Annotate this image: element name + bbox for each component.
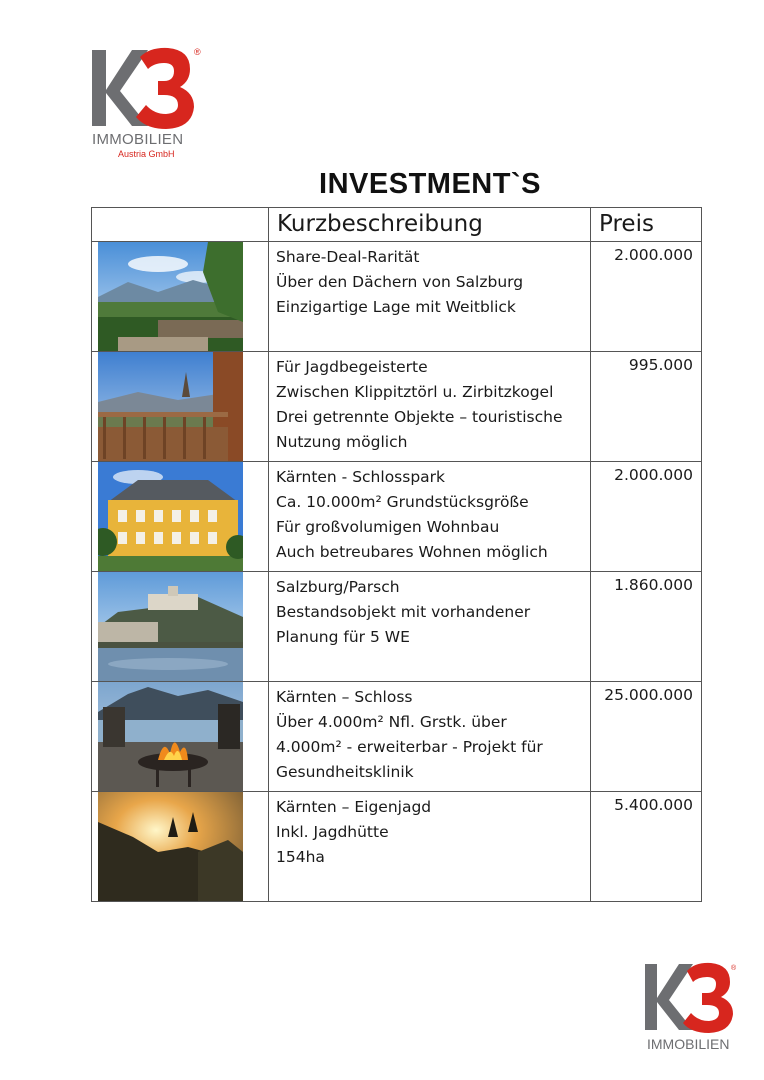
logo-subtitle: Austria GmbH xyxy=(118,149,175,159)
description-line: Share-Deal-Rarität xyxy=(276,248,420,266)
price-value: 995.000 xyxy=(628,356,693,374)
description-line: Nutzung möglich xyxy=(276,433,408,451)
salzburg-river-fortress-photo xyxy=(98,572,243,681)
description-line: Ca. 10.000m² Grundstücksgröße xyxy=(276,493,529,511)
description-cell xyxy=(269,242,591,352)
description-cell xyxy=(269,792,591,902)
table-row xyxy=(92,572,702,682)
lake-fire-pit-photo xyxy=(98,682,243,791)
mountain-garden-view-photo xyxy=(98,242,243,351)
description-line: Über 4.000m² Nfl. Grstk. über xyxy=(276,713,507,731)
description-line: Gesundheitsklinik xyxy=(276,763,414,781)
logo-wordmark: IMMOBILIEN xyxy=(92,131,184,148)
table-row xyxy=(92,352,702,462)
header-price: Preis xyxy=(591,208,702,242)
description-line: Planung für 5 WE xyxy=(276,628,410,646)
footer-logo xyxy=(645,962,740,1057)
image-cell xyxy=(92,792,269,902)
description-line: Drei getrennte Objekte – touristische xyxy=(276,408,563,426)
table-row xyxy=(92,242,702,352)
investment-table xyxy=(91,207,702,902)
price-value: 2.000.000 xyxy=(614,466,693,484)
table-row xyxy=(92,462,702,572)
image-cell xyxy=(92,242,269,352)
table-row xyxy=(92,682,702,792)
description-line: Auch betreubares Wohnen möglich xyxy=(276,543,548,561)
image-cell xyxy=(92,572,269,682)
price-cell xyxy=(591,462,702,572)
description-line: Kärnten - Schlosspark xyxy=(276,468,446,486)
header-description: Kurzbeschreibung xyxy=(269,208,591,242)
description-line: Inkl. Jagdhütte xyxy=(276,823,389,841)
description-cell xyxy=(269,572,591,682)
price-value: 1.860.000 xyxy=(614,576,693,594)
description-cell xyxy=(269,682,591,792)
description-line: Bestandsobjekt mit vorhandener xyxy=(276,603,531,621)
price-value: 25.000.000 xyxy=(604,686,693,704)
price-cell xyxy=(591,242,702,352)
price-cell xyxy=(591,682,702,792)
balcony-mountain-view-photo xyxy=(98,352,243,461)
price-cell xyxy=(591,352,702,462)
description-line: Kärnten – Schloss xyxy=(276,688,413,706)
image-cell xyxy=(92,682,269,792)
footer-logo-wordmark: IMMOBILIEN xyxy=(647,1036,730,1052)
price-value: 2.000.000 xyxy=(614,246,693,264)
description-line: Für Jagdbegeisterte xyxy=(276,358,428,376)
yellow-manor-house-photo xyxy=(98,462,243,571)
description-line: Über den Dächern von Salzburg xyxy=(276,273,524,291)
table-row xyxy=(92,792,702,902)
description-cell xyxy=(269,462,591,572)
image-cell xyxy=(92,352,269,462)
description-line: 154ha xyxy=(276,848,325,866)
price-cell xyxy=(591,792,702,902)
svg-text:®: ® xyxy=(731,965,737,972)
page-title: INVESTMENT`S xyxy=(319,168,541,200)
price-value: 5.400.000 xyxy=(614,796,693,814)
description-line: Für großvolumigen Wohnbau xyxy=(276,518,500,536)
forest-sunset-photo xyxy=(98,792,243,901)
description-line: Kärnten – Eigenjagd xyxy=(276,798,432,816)
registered-mark: ® xyxy=(194,47,201,57)
description-line: Salzburg/Parsch xyxy=(276,578,400,596)
description-cell xyxy=(269,352,591,462)
description-line: Einzigartige Lage mit Weitblick xyxy=(276,298,516,316)
company-logo xyxy=(92,45,202,165)
header-image-column xyxy=(92,208,269,242)
image-cell xyxy=(92,462,269,572)
description-line: Zwischen Klippitztörl u. Zirbitzkogel xyxy=(276,383,554,401)
description-line: 4.000m² - erweiterbar - Projekt für xyxy=(276,738,543,756)
price-cell xyxy=(591,572,702,682)
table-header-row xyxy=(92,208,702,242)
